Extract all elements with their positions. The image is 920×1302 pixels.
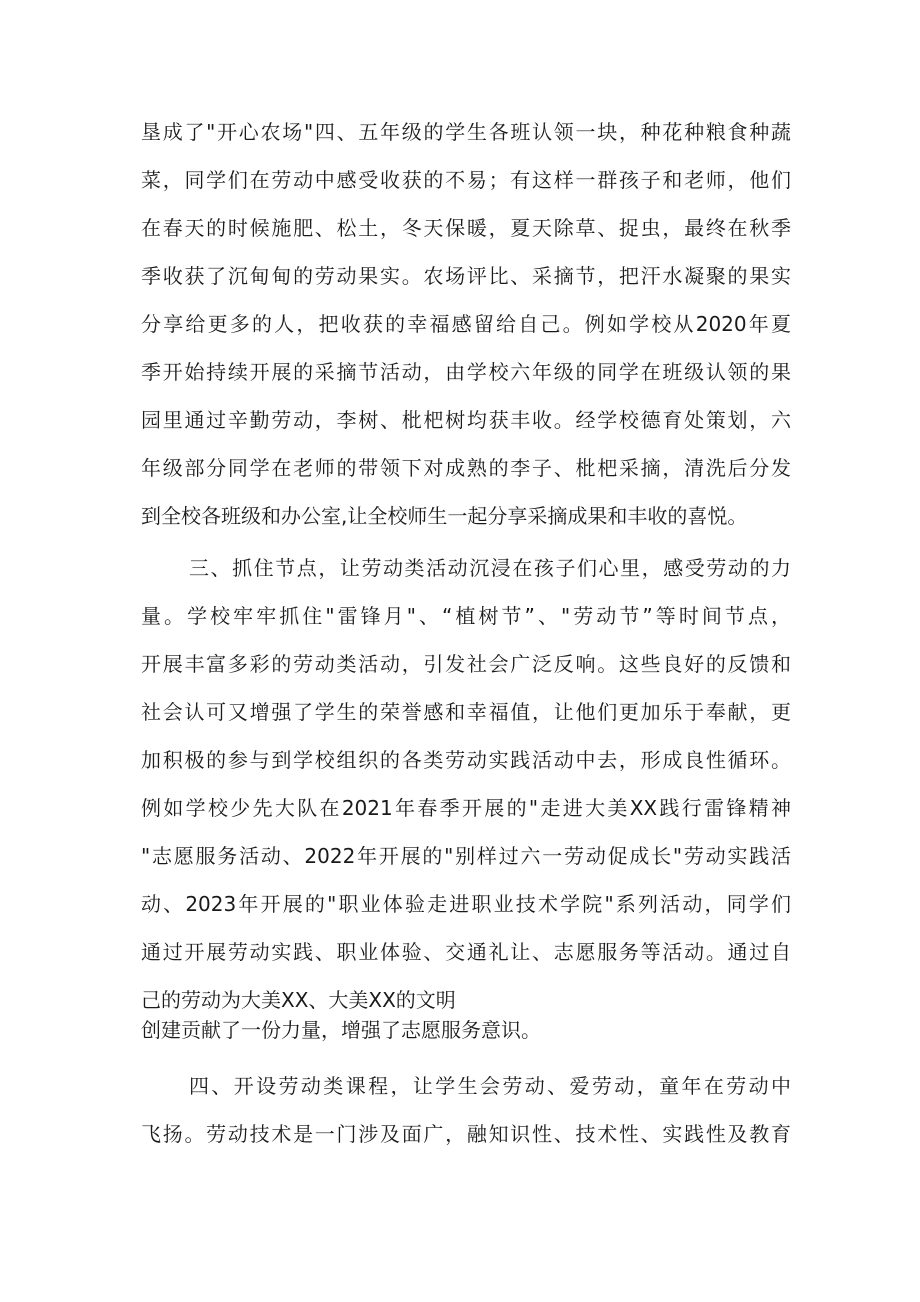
text-line: 垦成了"开心农场"四、五年级的学生各班认领一块，种花种粮食种蔬: [141, 120, 791, 144]
text-line: 到全校各班级和办公室,让全校师生一起分享采摘成果和丰收的喜悦。: [141, 504, 748, 528]
text-line: 园里通过辛勤劳动，李树、枇杷树均获丰收。经学校德育处策划，六: [141, 408, 791, 432]
text-line: 开展丰富多彩的劳动类活动，引发社会广泛反响。这些良好的反馈和: [141, 652, 791, 676]
text-line: 加积极的参与到学校组织的各类劳动实践活动中去，形成良性循环。: [141, 748, 791, 772]
text-line: 分享给更多的人，把收获的幸福感留给自己。例如学校从2020年夏: [141, 312, 791, 336]
text-line: 年级部分同学在老师的带领下对成熟的李子、枇杷采摘，清洗后分发: [141, 456, 791, 480]
text-line: 飞扬。劳动技术是一门涉及面广，融知识性、技术性、实践性及教育: [141, 1122, 791, 1146]
text-line: 季收获了沉甸甸的劳动果实。农场评比、采摘节，把汗水凝聚的果实: [141, 264, 791, 288]
text-line: 菜，同学们在劳动中感受收获的不易；有这样一群孩子和老师，他们: [141, 168, 791, 192]
text-line: 季开始持续开展的采摘节活动，由学校六年级的同学在班级认领的果: [141, 360, 791, 384]
text-line: 社会认可又增强了学生的荣誉感和幸福值，让他们更加乐于奉献，更: [141, 700, 791, 724]
text-line: 创建贡献了一份力量，增强了志愿服务意识。: [141, 1018, 541, 1042]
text-line: 己的劳动为大美XX、大美XX的文明: [141, 988, 456, 1012]
text-line: 动、2023年开展的"职业体验走进职业技术学院"系列活动，同学们: [141, 892, 791, 916]
text-line: 例如学校少先大队在2021年春季开展的"走进大美XX践行雷锋精神: [141, 796, 791, 820]
text-line: "志愿服务活动、2022年开展的"别样过六一劳动促成长"劳动实践活: [141, 844, 791, 868]
text-line: 通过开展劳动实践、职业体验、交通礼让、志愿服务等活动。通过自: [141, 940, 791, 964]
section-heading-line: 三、抓住节点，让劳动类活动沉浸在孩子们心里，感受劳动的力: [189, 556, 791, 580]
text-line: 量。学校牢牢抓住"雷锋月"、“植树节”、"劳动节”等时间节点，: [141, 604, 791, 628]
section-heading-line: 四、开设劳动类课程，让学生会劳动、爱劳动，童年在劳动中: [189, 1074, 791, 1098]
text-line: 在春天的时候施肥、松土，冬天保暖，夏天除草、捉虫，最终在秋季: [141, 216, 791, 240]
